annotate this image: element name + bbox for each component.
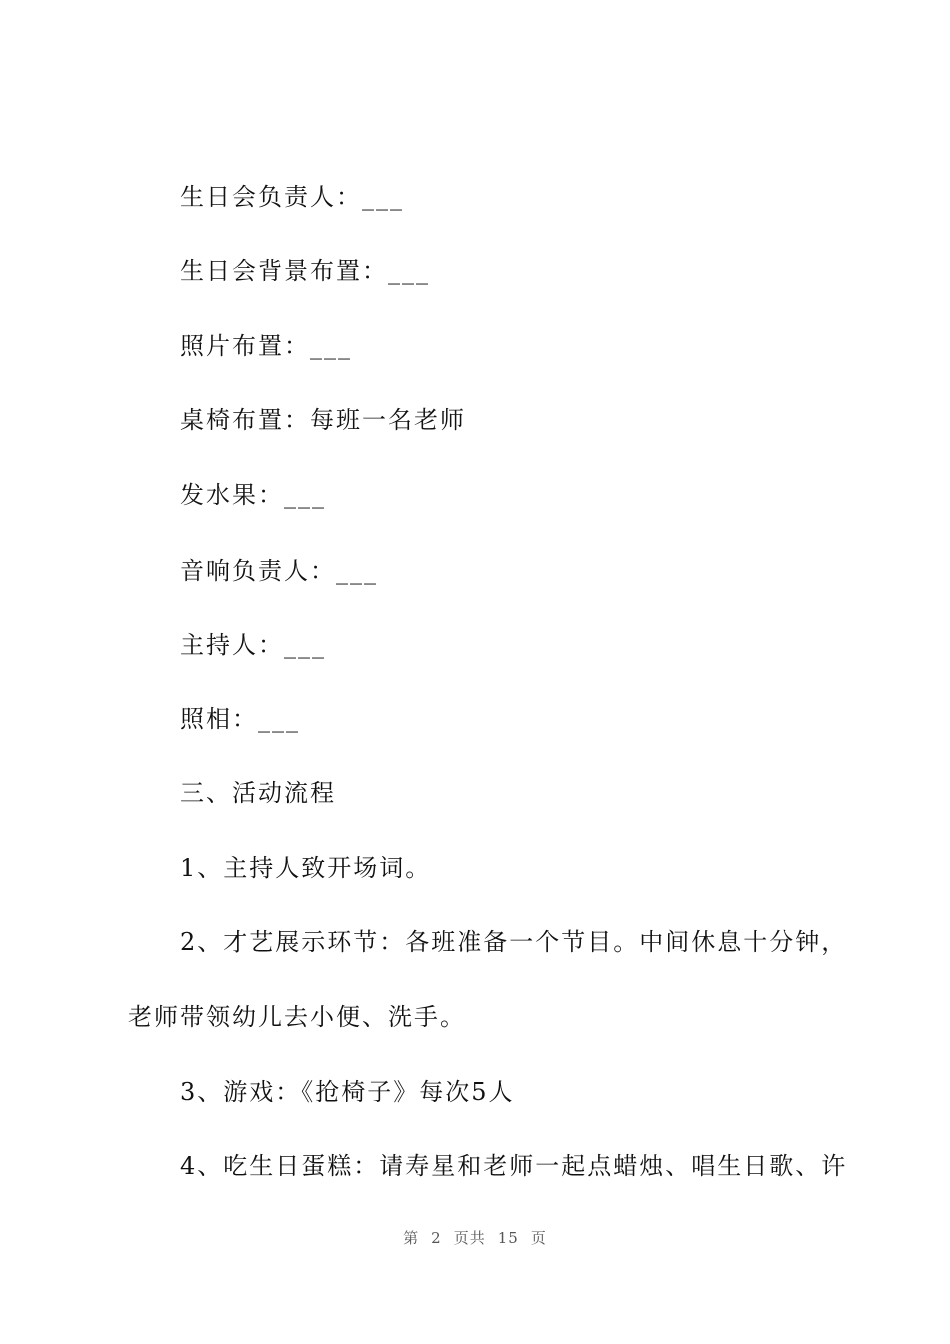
text-line-step-4: 4、吃生日蛋糕：请寿星和老师一起点蜡烛、唱生日歌、许	[180, 1152, 848, 1180]
text-line-fruit: 发水果：___	[180, 481, 326, 509]
section-heading-activity-flow: 三、活动流程	[180, 779, 336, 807]
text-line-step-2-continued: 老师带领幼儿去小便、洗手。	[128, 1003, 466, 1031]
text-line-step-3: 3、游戏：《抢椅子》每次5人	[180, 1078, 515, 1106]
text-line-step-1: 1、主持人致开场词。	[180, 854, 432, 882]
footer-prefix: 第	[403, 1229, 420, 1247]
footer-suffix: 页	[530, 1229, 547, 1247]
footer-middle: 页共	[453, 1229, 486, 1247]
text-line-birthday-leader: 生日会负责人：___	[180, 183, 404, 211]
page-footer	[0, 1228, 950, 1248]
text-line-step-2: 2、才艺展示环节：各班准备一个节目。中间休息十分钟，	[180, 928, 848, 956]
text-line-photography: 照相：___	[180, 705, 300, 733]
footer-current-page: 2	[431, 1229, 442, 1247]
text-line-host: 主持人：___	[180, 631, 326, 659]
text-line-background-setup: 生日会背景布置：___	[180, 257, 430, 285]
text-line-photo-setup: 照片布置：___	[180, 332, 352, 360]
text-line-table-chair-setup: 桌椅布置：每班一名老师	[180, 406, 466, 434]
text-line-audio-leader: 音响负责人：___	[180, 557, 378, 585]
footer-total-pages: 15	[497, 1229, 519, 1247]
